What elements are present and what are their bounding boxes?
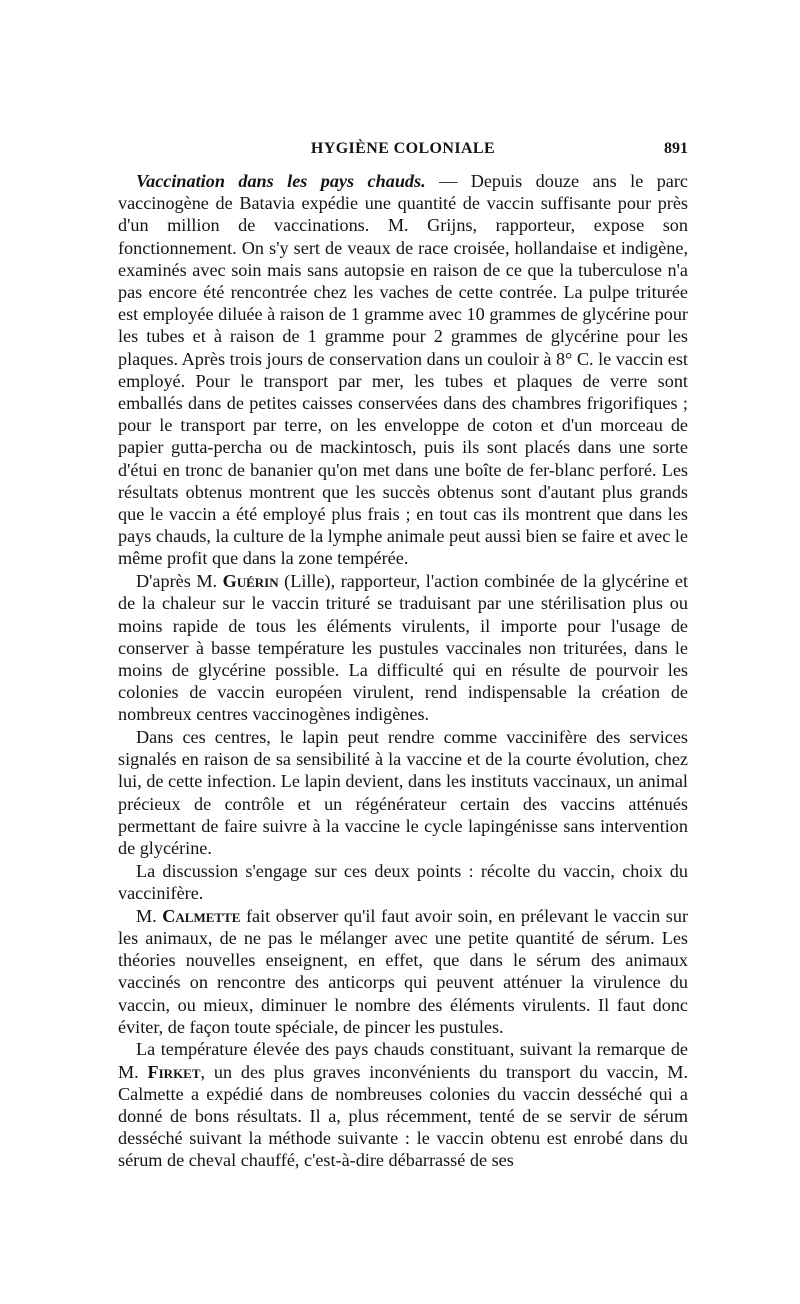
paragraph-rabbit: [118, 726, 688, 859]
author-name: Guérin: [222, 571, 279, 592]
section-lead-title: Vaccination dans les pays chauds.: [136, 171, 426, 191]
paragraph-text: , un des plus graves inconvénients du transport du vaccin, M. Calmette a expédié dans de nombreuses colonies du vaccin desséché qui a donné de bons résultats. Il a, plus récemment, tenté de se servir de sérum desséché suivant la méthode suivante : le vaccin obtenu est enrobé dans du sérum de cheval chauffé, c'est-à-dire débarrassé de ses: [118, 1061, 689, 1171]
paragraph-intro: La température élevée des pays chauds constituant, suivant la remarque de M.: [118, 1039, 688, 1082]
page-number: 891: [664, 140, 688, 157]
paragraph-text: (Lille), rapporteur, l'action combinée de la glycérine et de la chaleur sur le vaccin trituré se traduisant par une stérilisation plus ou moins rapide de tous les éléments virulents, il importe pour l'usage de conserver à basse température les pustules vaccinales non triturées, dans le moins de glycérine possible. La difficulté qui en résulte de pourvoir les colonies de vaccin européen virulent, rend indispensable la création de nombreux centres vaccinogènes indigènes.: [118, 571, 688, 725]
paragraph-text: — Depuis douze ans le parc vaccinogène de Batavia expédie une quantité de vaccin suffisante pour près d'un million de vaccinations. M. Grijns, rapporteur, expose son fonctionnement. On s'y sert de veaux de race croisée, hollandaise et indigène, examinés avec soin mais sans autopsie en raison de ce que la tuberculose n'a pas encore été rencontrée chez les vaches de cette contrée. La pulpe triturée est employée diluée à raison de 1 gramme avec 10 grammes de glycérine pour les tubes et à raison de 1 gramme pour 2 grammes de glycérine pour les plaques. Après trois jours de conservation dans un couloir à 8° C. le vaccin est employé. Pour le transport par mer, les tubes et plaques de verre sont emballés dans de petites caisses conservées dans des chambres frigorifiques ; pour le transport par terre, on les enveloppe de coton et d'un morceau de papier gutta-percha ou de mackintosch, puis ils sont placés dans une sorte d'étui en tronc de bananier qu'on met dans une boîte de fer-blanc perforé. Les résultats obtenus montrent que les succès obtenus sont d'autant plus grands que le vaccin a été employé plus frais ; en tout cas ils montrent que dans les pays chauds, la culture de la lymphe animale peut aussi bien se faire et avec le même profit que dans la zone tempérée.: [118, 171, 688, 569]
paragraph-text: fait observer qu'il faut avoir soin, en prélevant le vaccin sur les animaux, de ne pas le mélanger avec une petite quantité de sérum. Les théories nouvelles enseignent, en effet, que dans le sérum des animaux vaccinés on rencontre des anticorps qui peuvent atténuer la virulence du vaccin, ou mieux, diminuer le nombre des éléments virulents. Il faut donc éviter, de façon toute spéciale, de pincer les pustules.: [118, 905, 688, 1037]
paragraph-discussion: [118, 860, 688, 904]
paragraph-calmette: [118, 905, 688, 1038]
body-text: [118, 170, 688, 1172]
running-title: HYGIÈNE COLONIALE: [310, 140, 496, 157]
paragraph-temperature: [118, 1038, 688, 1171]
paragraph-guerin: [118, 570, 688, 725]
paragraph-intro: D'après M.: [136, 571, 223, 592]
author-name: Firket: [147, 1061, 201, 1082]
paragraph-vaccination-hot-countries: [118, 170, 688, 570]
author-name: Calmette: [162, 905, 241, 926]
paragraph-text: La discussion s'engage sur ces deux points : récolte du vaccin, choix du vaccinifère.: [118, 860, 688, 903]
paragraph-intro: M.: [136, 905, 163, 926]
paragraph-text: Dans ces centres, le lapin peut rendre comme vaccinifère des services signalés en raison de sa sensibilité à la vaccine et de la courte évolution, chez lui, de cette infection. Le lapin devient, dans les instituts vaccinaux, un animal précieux de contrôle et un régénérateur certain des vaccins atténués permettant de faire suivre à la vaccine le cycle lapingénisse sans intervention de glycérine.: [118, 727, 688, 859]
page-header: [118, 140, 688, 162]
